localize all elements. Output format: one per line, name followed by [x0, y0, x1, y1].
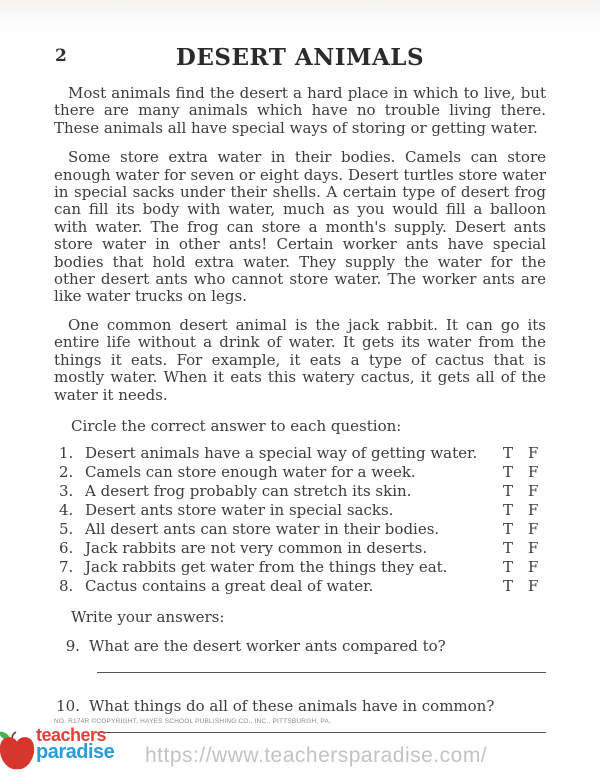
question-number: 3. — [59, 481, 74, 500]
false-option[interactable]: F — [528, 462, 539, 481]
false-option[interactable]: F — [528, 557, 539, 576]
apple-icon — [0, 730, 36, 774]
false-option[interactable]: F — [528, 500, 539, 519]
write-answers-prompt: Write your answers: — [71, 607, 225, 626]
question-number: 9. — [65, 636, 80, 655]
page-title: DESERT ANIMALS — [175, 44, 425, 71]
question-number: 5. — [59, 519, 74, 538]
question-text: Desert ants store water in special sacks. — [85, 500, 394, 519]
copyright-text: NO. R174R ©COPYRIGHT, HAYES SCHOOL PUBLISHING CO., INC., PITTSBURGH, PA. — [54, 718, 331, 725]
tf-question-row-7 — [54, 558, 546, 577]
question-number: 4. — [59, 500, 74, 519]
question-text: Cactus contains a great deal of water. — [85, 576, 374, 595]
page-number: 2 — [55, 46, 67, 66]
question-number: 1. — [59, 443, 74, 462]
question-text: A desert frog probably can stretch its skin. — [85, 481, 412, 500]
logo-word-teachers: teachers — [36, 725, 107, 745]
true-option[interactable]: T — [503, 500, 514, 519]
tf-question-row-5 — [54, 520, 546, 539]
tf-question-row-4 — [54, 501, 546, 520]
question-text: Desert animals have a special way of getting water. — [85, 443, 478, 462]
written-question-row-9 — [54, 637, 546, 655]
true-option[interactable]: T — [503, 481, 514, 500]
true-option[interactable]: T — [503, 576, 514, 595]
true-option[interactable]: T — [503, 519, 514, 538]
true-option[interactable]: T — [503, 462, 514, 481]
website-url-link[interactable]: https://www.teachersparadise.com/ — [145, 744, 488, 767]
tf-question-row-8 — [54, 577, 546, 596]
false-option[interactable]: F — [528, 443, 539, 462]
tf-question-row-1 — [54, 444, 546, 463]
question-number: 2. — [59, 462, 74, 481]
answer-line-9[interactable] — [97, 672, 546, 673]
paragraph-intro: Most animals find the desert a hard place in which to live, but there are many animals which have no trouble living there. These animals all have special ways of storing or getting water. — [54, 84, 546, 137]
teachersparadise-logo[interactable] — [0, 725, 115, 774]
true-option[interactable]: T — [503, 443, 514, 462]
question-number: 8. — [59, 576, 74, 595]
tf-question-row-6 — [54, 539, 546, 558]
true-option[interactable]: T — [503, 557, 514, 576]
question-text: All desert ants can store water in their bodies. — [85, 519, 440, 538]
footer — [0, 716, 600, 776]
paragraph-jackrabbit: One common desert animal is the jack rabbit. It can go its entire life without a drink of water. It gets its water from the things it eats. For example, it eats a type of cactus that is mostly water. When it eats this watery cactus, it gets all of the water it needs. — [54, 315, 546, 404]
question-number: 10. — [56, 696, 80, 715]
true-option[interactable]: T — [503, 538, 514, 557]
question-text: Camels can store enough water for a week. — [85, 462, 416, 481]
question-text: What things do all of these animals have in common? — [89, 696, 495, 715]
false-option[interactable]: F — [528, 481, 539, 500]
logo-wordmark — [36, 725, 115, 763]
tf-question-row-2 — [54, 463, 546, 482]
logo-word-paradise: paradise — [36, 740, 115, 763]
false-option[interactable]: F — [528, 576, 539, 595]
circle-answer-prompt: Circle the correct answer to each question: — [71, 416, 402, 435]
false-option[interactable]: F — [528, 519, 539, 538]
question-text: What are the desert worker ants compared to? — [89, 636, 446, 655]
header — [54, 44, 546, 70]
written-question-row-10 — [54, 697, 546, 715]
question-number: 6. — [59, 538, 74, 557]
true-false-question-list — [54, 444, 546, 596]
paragraph-storage: Some store extra water in their bodies. Camels can store enough water for seven or eight days. Desert turtles store water in special sacks under their shells. A certain type of desert frog can fill its body with water, much as you would fill a balloon with water. The frog can store a month's supply. Desert ants store water in other ants! Certain worker ants have special bodies that hold extra water. They supply the water for the other desert ants who cannot store water. The worker ants are like water trucks on legs. — [54, 148, 546, 306]
tf-question-row-3 — [54, 482, 546, 501]
question-text: Jack rabbits are not very common in deserts. — [85, 538, 428, 557]
question-text: Jack rabbits get water from the things they eat. — [85, 557, 448, 576]
false-option[interactable]: F — [528, 538, 539, 557]
question-number: 7. — [59, 557, 74, 576]
